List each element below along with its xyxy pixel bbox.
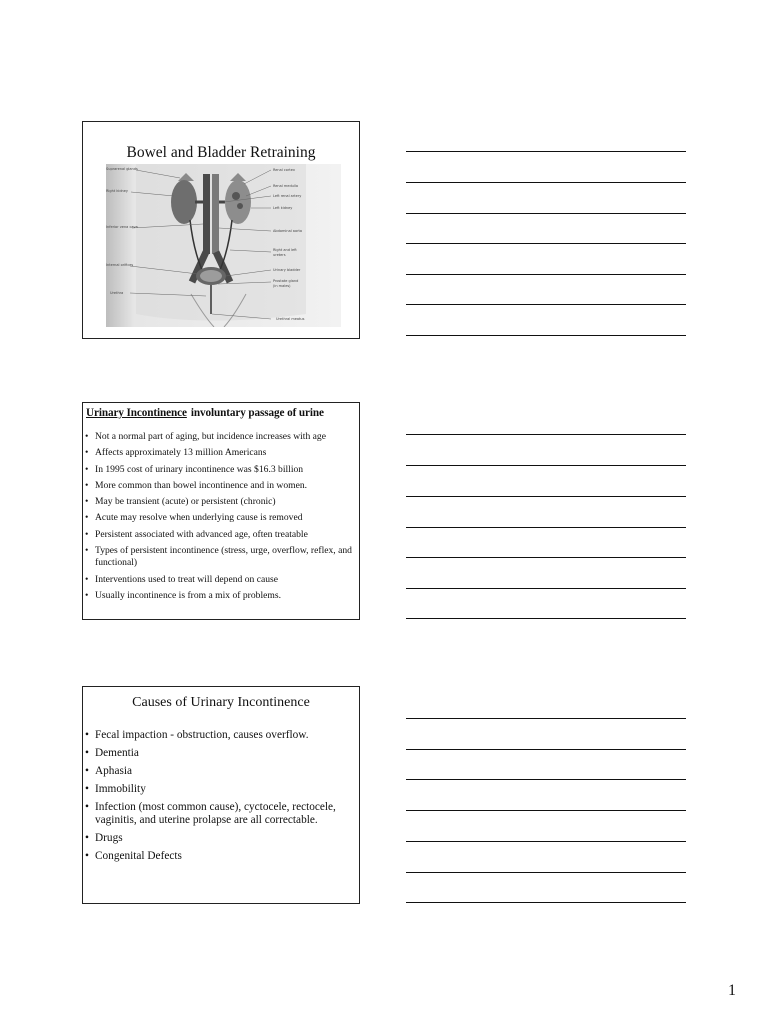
bullet-list	[83, 431, 359, 602]
figure-label: Urethral meatus	[276, 317, 305, 321]
slide-1	[82, 121, 360, 339]
list-item: • Immobility	[83, 783, 359, 797]
note-line	[406, 527, 686, 528]
figure-label: Internal orifices	[106, 263, 134, 267]
list-item: • More common than bowel incontinence and in women.	[83, 480, 359, 492]
note-line	[406, 749, 686, 750]
page-number: 1	[728, 982, 736, 999]
slide-3	[82, 686, 360, 904]
note-line	[406, 588, 686, 589]
note-line	[406, 841, 686, 842]
note-line	[406, 182, 686, 183]
note-line	[406, 335, 686, 336]
note-line	[406, 304, 686, 305]
note-line	[406, 274, 686, 275]
list-item: • Usually incontinence is from a mix of problems.	[83, 590, 359, 602]
list-item: • Affects approximately 13 million Americans	[83, 447, 359, 459]
figure-label: ureters	[273, 253, 286, 257]
figure-label: Left kidney	[273, 206, 293, 210]
figure-label: Prostate gland	[273, 279, 299, 283]
list-item: • In 1995 cost of urinary incontinence was $16.3 billion	[83, 464, 359, 476]
note-line	[406, 718, 686, 719]
slide-2	[82, 402, 360, 620]
heading-definition: involuntary passage of urine	[190, 407, 324, 419]
note-line	[406, 213, 686, 214]
figure-label: Right kidney	[106, 189, 128, 193]
note-line	[406, 465, 686, 466]
note-line	[406, 243, 686, 244]
list-item: • Infection (most common cause), cyctocele, rectocele, vaginitis, and uterine prolapse are all correctable.	[83, 801, 359, 829]
urinary-system-diagram-icon	[106, 164, 341, 327]
note-line	[406, 779, 686, 780]
figure-label: Urethra	[110, 291, 124, 295]
slide-title: Causes of Urinary Incontinence	[132, 695, 310, 710]
note-line	[406, 872, 686, 873]
list-item: • May be transient (acute) or persistent (chronic)	[83, 496, 359, 508]
figure-label: Urinary bladder	[273, 268, 301, 272]
note-line	[406, 496, 686, 497]
list-item: • Not a normal part of aging, but incidence increases with age	[83, 431, 359, 443]
note-line	[406, 902, 686, 903]
figure-label: Left renal artery	[273, 194, 302, 198]
figure-label: Renal medulla	[273, 184, 298, 188]
list-item: • Types of persistent incontinence (stress, urge, overflow, reflex, and functional)	[83, 545, 359, 569]
figure-label: Abdominal aorta	[273, 229, 303, 233]
figure-label: (in males)	[273, 284, 291, 288]
note-line	[406, 151, 686, 152]
note-line	[406, 434, 686, 435]
slide-heading	[86, 407, 357, 419]
list-item: • Aphasia	[83, 765, 359, 779]
figure-label: Inferior vena cava	[106, 225, 138, 229]
list-item: • Dementia	[83, 747, 359, 761]
list-item: • Drugs	[83, 832, 359, 846]
bullet-list	[83, 729, 359, 863]
note-line	[406, 618, 686, 619]
figure-label: Right and left	[273, 248, 297, 252]
list-item: • Fecal impaction - obstruction, causes overflow.	[83, 729, 359, 743]
list-item: • Acute may resolve when underlying cause is removed	[83, 512, 359, 524]
figure-label: Renal cortex	[273, 168, 295, 172]
list-item: • Congenital Defects	[83, 850, 359, 864]
list-item: • Interventions used to treat will depend on cause	[83, 574, 359, 586]
slide-title: Bowel and Bladder Retraining	[126, 144, 316, 161]
note-line	[406, 557, 686, 558]
note-line	[406, 810, 686, 811]
heading-term: Urinary Incontinence	[86, 407, 187, 419]
figure-label: Suprarenal glands	[106, 167, 138, 171]
list-item: • Persistent associated with advanced age, often treatable	[83, 529, 359, 541]
